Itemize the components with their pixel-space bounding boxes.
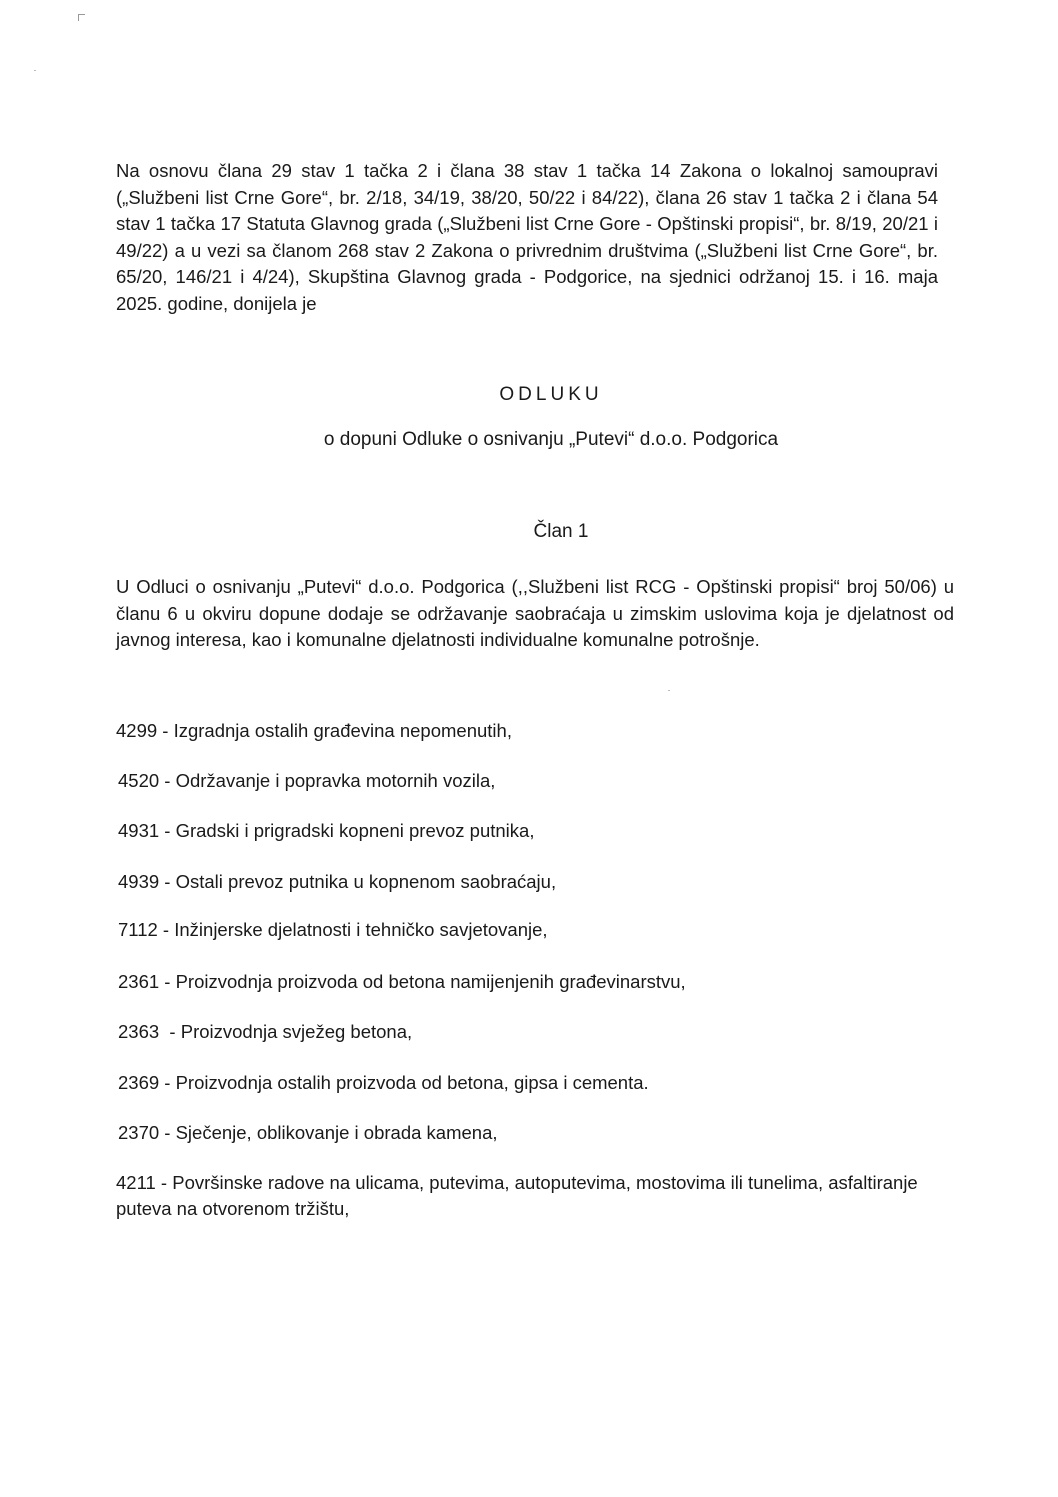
activity-text: - Održavanje i popravka motornih vozila, — [159, 770, 496, 791]
decision-title: ODLUKU — [499, 384, 603, 405]
decision-subtitle: o dopuni Odluke o osnivanju „Putevi“ d.o.o. Podgorica — [323, 429, 779, 450]
activity-item — [118, 917, 958, 943]
activity-item — [118, 1120, 958, 1146]
scan-mark — [78, 14, 85, 21]
activity-text: - Sječenje, oblikovanje i obrada kamena, — [159, 1122, 498, 1143]
activity-text: - Proizvodnja proizvoda od betona namijenjenih građevinarstvu, — [159, 971, 686, 992]
activity-item — [118, 869, 958, 895]
activity-text: - Površinske radove na ulicama, putevima, autoputevima, mostovima ili tunelima, asfaltiranje puteva na otvorenom tržištu, — [116, 1172, 918, 1219]
activity-text: - Izgradnja ostalih građevina nepomenutih, — [157, 720, 512, 741]
activity-code: 2369 — [118, 1072, 160, 1093]
activity-text: - Ostali prevoz putnika u kopnenom saobraćaju, — [159, 871, 557, 892]
activity-code: 2370 — [118, 1122, 160, 1143]
article-heading: Član 1 — [533, 521, 589, 542]
scan-speck — [34, 70, 36, 71]
activity-text: - Inžinjerske djelatnosti i tehničko savjetovanje, — [157, 919, 548, 940]
activity-item — [118, 1070, 958, 1096]
activity-item — [118, 1019, 958, 1045]
activity-item — [118, 818, 958, 844]
activity-code: 4939 — [118, 871, 160, 892]
activity-code: 2363 — [118, 1021, 160, 1042]
activity-text: - Gradski i prigradski kopneni prevoz putnika, — [159, 820, 535, 841]
activity-code: 4931 — [118, 820, 160, 841]
activity-code: 7112 — [118, 919, 158, 940]
activity-code: 4211 — [116, 1172, 156, 1193]
preamble-paragraph: Na osnovu člana 29 stav 1 tačka 2 i člana 38 stav 1 tačka 14 Zakona o lokalnoj samoupravi („Službeni list Crne Gore“, br. 2/18, 34/19, 38/20, 50/22 i 84/22), člana 26 stav 1 tačka 2 i člana 54 stav 1 tačka 17 Statuta Glavnog grada („Službeni list Crne Gore - Opštinski propisi“, br. 8/19, 20/21 i 49/22) a u vezi sa članom 268 stav 2 Zakona o privrednim društvima („Službeni list Crne Gore“, br. 65/20, 146/21 i 4/24), Skupština Glavnog grada - Podgorice, na sjednici održanoj 15. i 16. maja 2025. godine, donijela je — [116, 160, 938, 314]
activity-item — [118, 768, 958, 794]
activity-item — [118, 969, 958, 995]
activity-code: 2361 — [118, 971, 160, 992]
activity-item — [116, 1170, 936, 1222]
activity-text: - Proizvodnja svježeg betona, — [159, 1021, 413, 1042]
activity-code: 4299 — [116, 720, 158, 741]
article-paragraph: U Odluci o osnivanju „Putevi“ d.o.o. Podgorica (,,Službeni list RCG - Opštinski propisi“ broj 50/06) u članu 6 u okviru dopune dodaje se održavanje saobraćaja u zimskim uslovima koja je djelatnost od javnog interesa, kao i komunalne djelatnosti individualne komunalne potrošnje. — [116, 576, 954, 650]
activity-item — [116, 718, 956, 744]
activity-text: - Proizvodnja ostalih proizvoda od betona, gipsa i cementa. — [159, 1072, 649, 1093]
activity-code: 4520 — [118, 770, 160, 791]
scan-speck — [668, 690, 670, 691]
